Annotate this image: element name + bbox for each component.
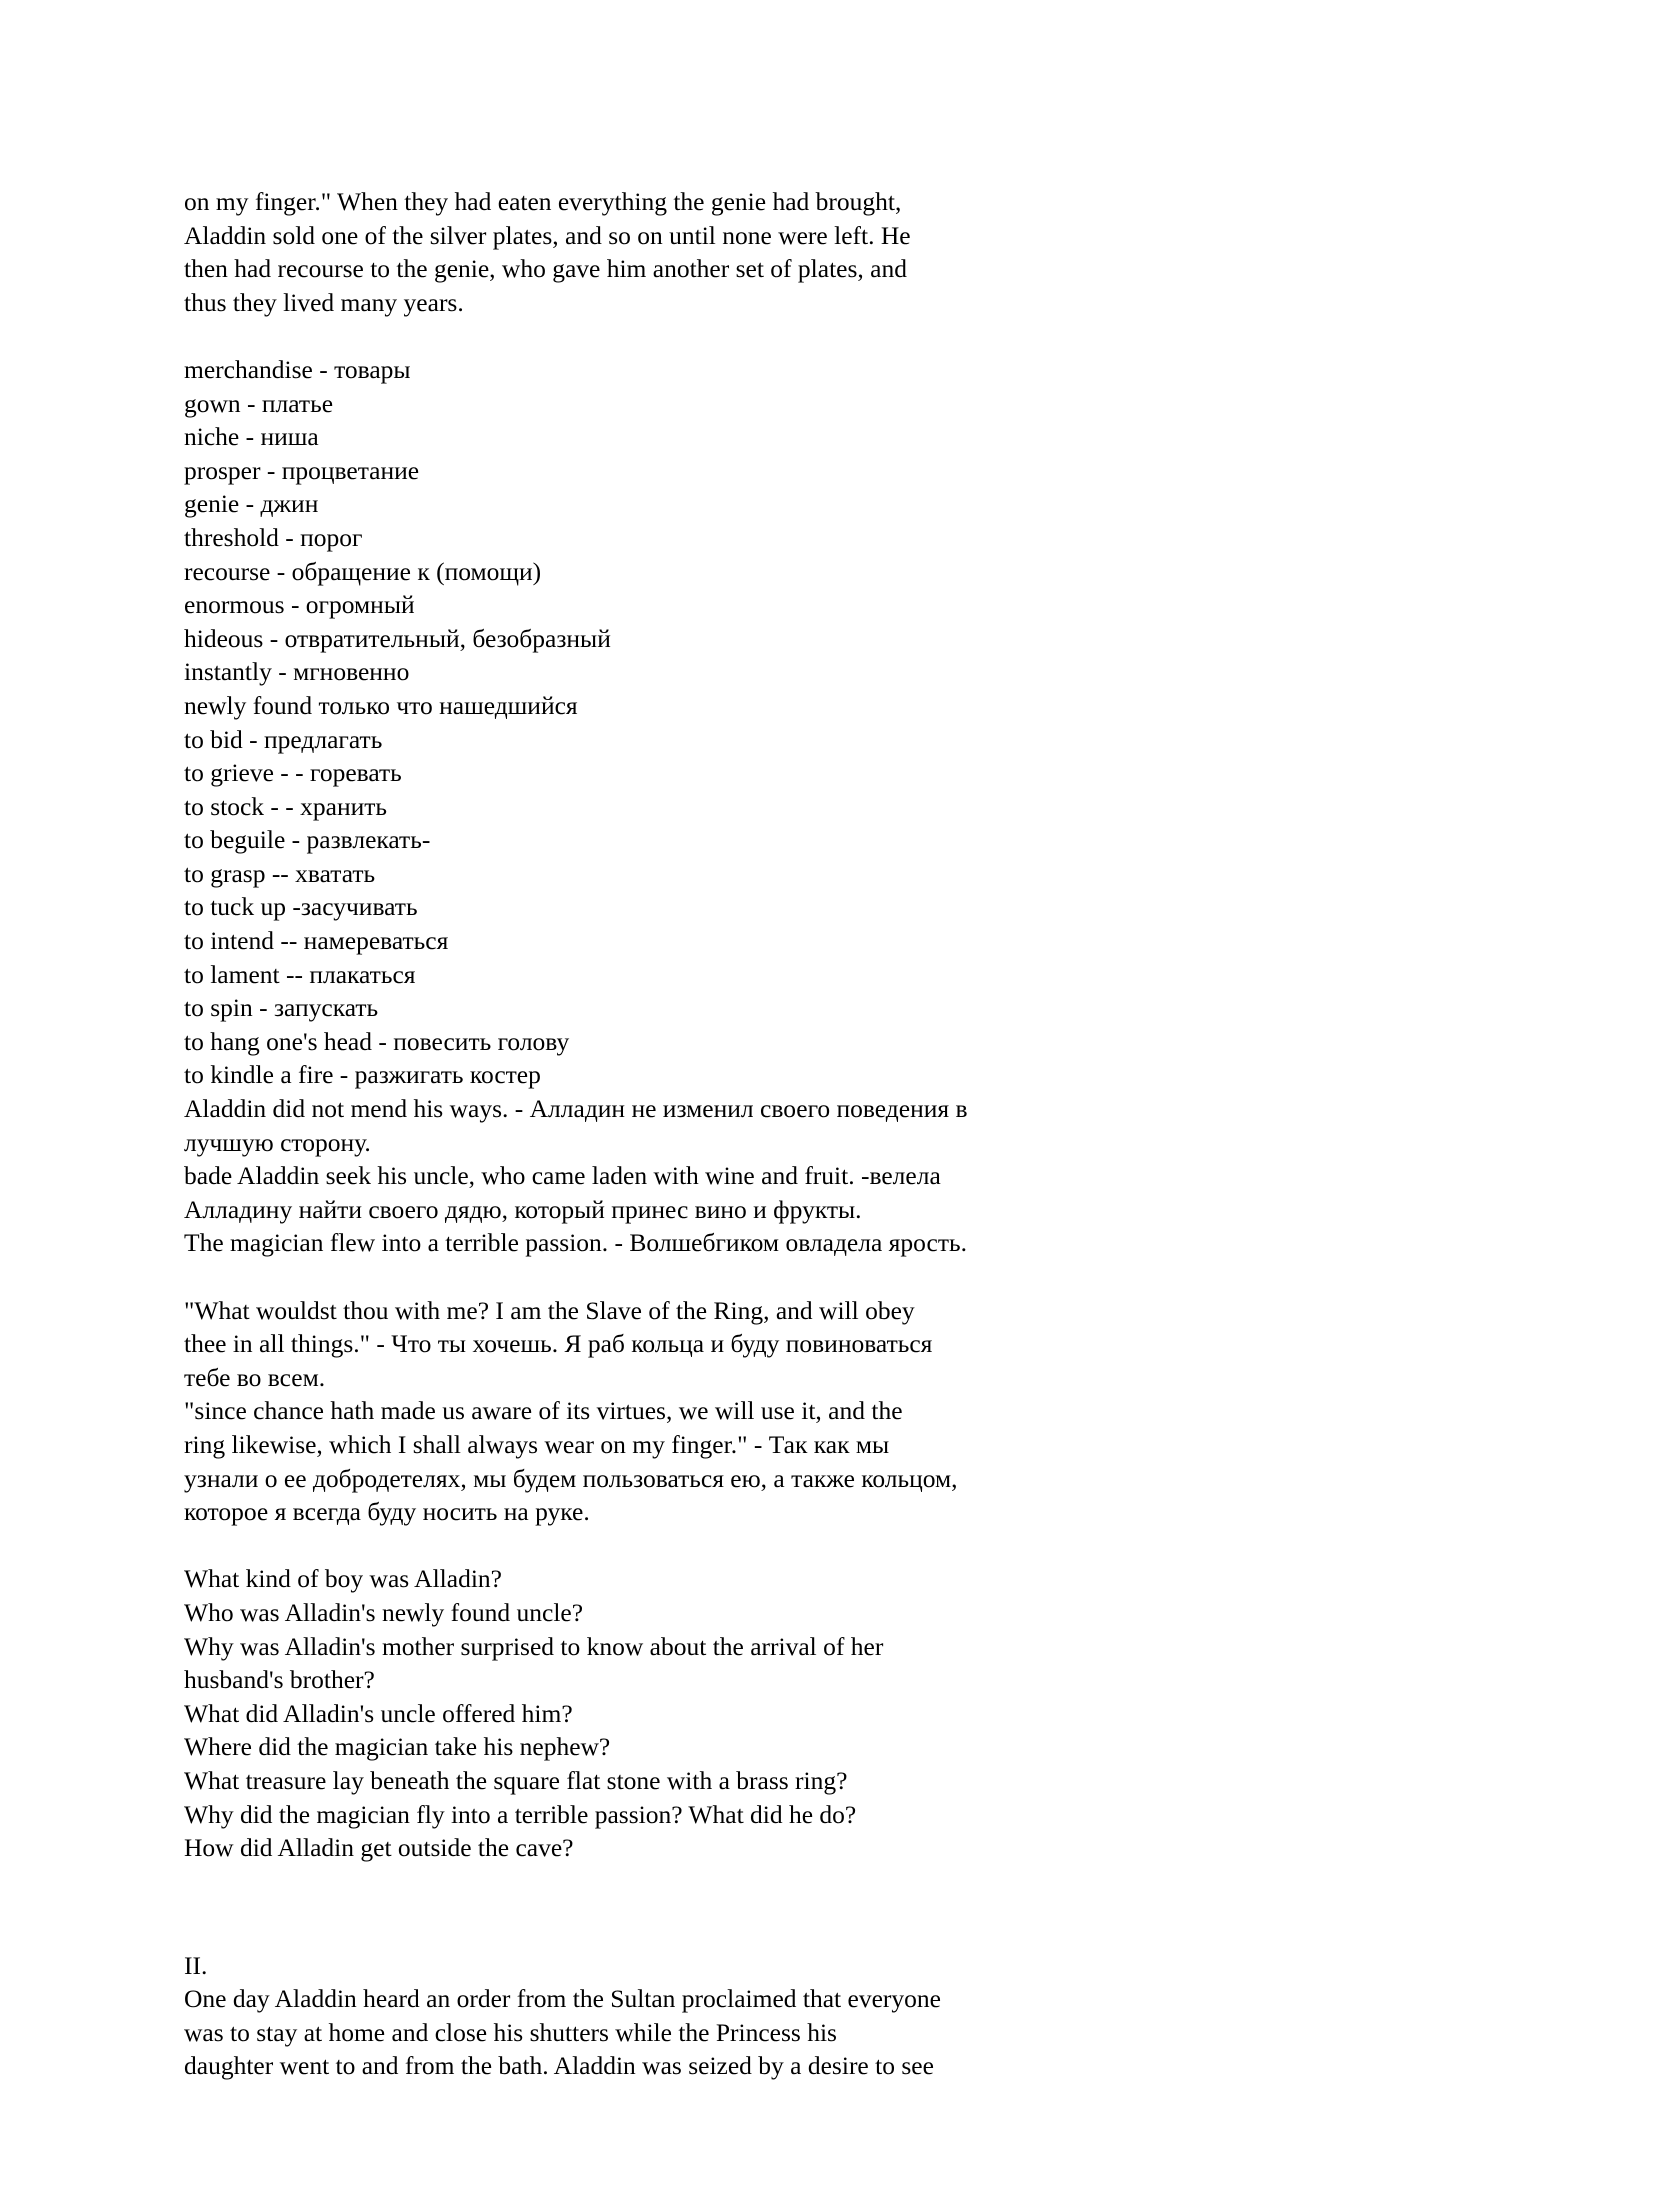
question-item: What did Alladin's uncle offered him? [184,1698,573,1728]
vocabulary-item: instantly - мгновенно [184,657,410,687]
question-item: husband's brother? [184,1665,375,1695]
text-line: которое я всегда буду носить на руке. [184,1497,590,1527]
vocabulary-item: genie - джин [184,489,319,519]
vocabulary-item: newly found только что нашедшийся [184,690,578,720]
section-two [184,1949,1484,2083]
question-item: Who was Alladin's newly found uncle? [184,1597,584,1627]
section-gap [184,1865,1484,1949]
text-line: "since chance hath made us aware of its virtues, we will use it, and the [184,1396,903,1426]
text-line: ring likewise, which I shall always wear on my finger." - Так как мы [184,1429,890,1459]
question-item: Why was Alladin's mother surprised to know about the arrival of her [184,1631,884,1661]
vocabulary-item: prosper - процветание [184,455,420,485]
question-item: Where did the magician take his nephew? [184,1732,611,1762]
vocabulary-item: лучшую сторону. [184,1127,371,1157]
text-line: тебе во всем. [184,1362,326,1392]
vocabulary-item: to grieve - - горевать [184,758,402,788]
vocabulary-item: to hang one's head - повесить голову [184,1026,570,1056]
question-item: How did Alladin get outside the cave? [184,1833,574,1863]
vocabulary-item: The magician flew into a terrible passion. - Волшебгиком овладела ярость. [184,1228,967,1258]
question-item: Why did the magician fly into a terrible passion? What did he do? [184,1799,857,1829]
vocabulary-item: to grasp -- хватать [184,858,376,888]
paragraph-gap [184,319,1484,353]
vocabulary-item: to stock - - хранить [184,791,388,821]
vocabulary-item: niche - ниша [184,422,319,452]
questions-list [184,1562,1484,1864]
vocabulary-item: Aladdin did not mend his ways. - Алладин не изменил своего поведения в [184,1094,968,1124]
text-line: Aladdin sold one of the silver plates, and so on until none were left. He [184,220,911,250]
paragraph-gap [184,1260,1484,1294]
question-item: What treasure lay beneath the square flat stone with a brass ring? [184,1765,848,1795]
vocabulary-item: threshold - порог [184,522,363,552]
text-line: thee in all things." - Что ты хочешь. Я раб кольца и буду повиноваться [184,1329,933,1359]
quotes-block [184,1294,1484,1529]
page-content [184,185,1484,2083]
text-line: узнали о ее добродетелях, мы будем пользоваться ею, а также кольцом, [184,1463,958,1493]
text-line: thus they lived many years. [184,287,464,317]
paragraph-gap [184,1529,1484,1563]
text-line: "What wouldst thou with me? I am the Slave of the Ring, and will obey [184,1295,915,1325]
section-heading: II. [184,1950,208,1980]
vocabulary-item: Алладину найти своего дядю, который принес вино и фрукты. [184,1194,862,1224]
vocabulary-item: to spin - запускать [184,993,379,1023]
vocabulary-item: enormous - огромный [184,590,415,620]
intro-paragraph [184,185,1484,319]
vocabulary-item: to tuck up -засучивать [184,892,418,922]
text-line: was to stay at home and close his shutters while the Princess his [184,2017,837,2047]
vocabulary-item: recourse - обращение к (помощи) [184,556,542,586]
vocabulary-item: to beguile - развлекать- [184,825,431,855]
vocabulary-item: hideous - отвратительный, безобразный [184,623,611,653]
question-item: What kind of boy was Alladin? [184,1564,502,1594]
vocabulary-item: to lament -- плакаться [184,959,416,989]
vocabulary-item: to intend -- намереваться [184,926,449,956]
text-line: then had recourse to the genie, who gave him another set of plates, and [184,254,907,284]
text-line: One day Aladdin heard an order from the Sultan proclaimed that everyone [184,1984,941,2014]
text-line: on my finger." When they had eaten everything the genie had brought, [184,187,902,216]
vocabulary-list [184,353,1484,1260]
vocabulary-item: gown - платье [184,388,334,418]
text-line: daughter went to and from the bath. Aladdin was seized by a desire to see [184,2051,934,2081]
vocabulary-item: merchandise - товары [184,354,411,384]
vocabulary-item: bade Aladdin seek his uncle, who came laden with wine and fruit. -велела [184,1161,941,1191]
vocabulary-item: to bid - предлагать [184,724,383,754]
vocabulary-item: to kindle a fire - разжигать костер [184,1060,541,1090]
